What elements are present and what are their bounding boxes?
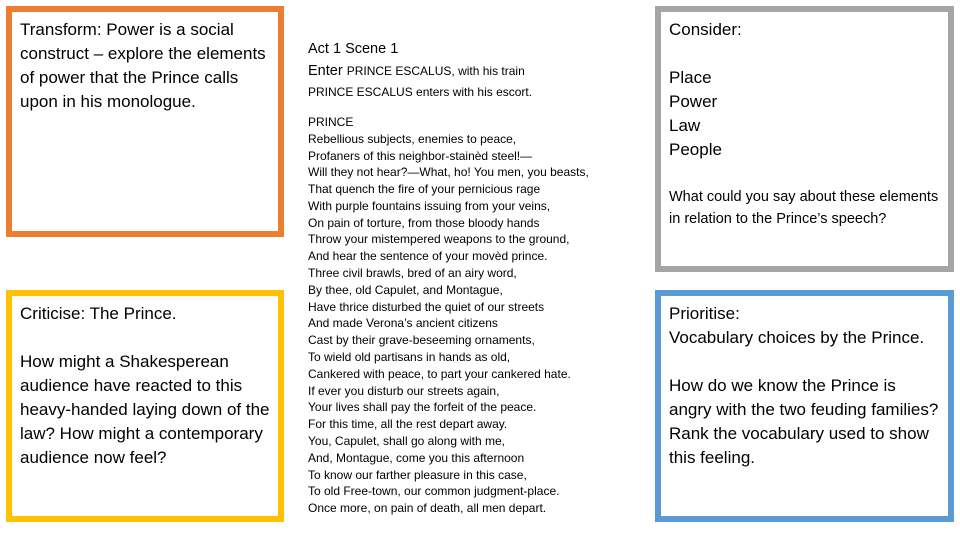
script-line: You, Capulet, shall go along with me, [308, 434, 506, 449]
consider-box [655, 6, 954, 272]
script-line: And made Verona’s ancient citizens [308, 316, 498, 331]
script-line: Have thrice disturbed the quiet of our streets [308, 299, 545, 314]
script-lines [308, 131, 648, 517]
script-line: To wield old partisans in hands as old, [308, 350, 511, 365]
script-line: And hear the sentence of your movèd prince. [308, 249, 548, 264]
script-line: Rebellious subjects, enemies to peace, [308, 131, 517, 146]
transform-text: Transform: Power is a social construct – explore the elements of power that the Prince calls upon in his monologue. [20, 20, 266, 111]
consider-element: People [669, 140, 722, 159]
script-line: Three civil brawls, bred of an airy word, [308, 266, 517, 281]
script-line: That quench the fire of your pernicious rage [308, 182, 541, 197]
consider-elements-list [669, 66, 940, 162]
prioritise-subheading: Vocabulary choices by the Prince. [669, 328, 925, 347]
consider-heading: Consider: [669, 20, 742, 39]
script-line: Your lives shall pay the forfeit of the peace. [308, 400, 537, 415]
script-line: If ever you disturb our streets again, [308, 383, 500, 398]
script-enter-direction [308, 60, 648, 82]
criticise-heading: Criticise: The Prince. [20, 304, 177, 323]
script-line: With purple fountains issuing from your veins, [308, 198, 551, 213]
script-heading: Act 1 Scene 1 [308, 41, 399, 57]
script-line: On pain of torture, from those bloody hands [308, 215, 540, 230]
consider-element: Place [669, 68, 712, 87]
prioritise-question-1: How do we know the Prince is angry with the two feuding families? [669, 376, 939, 419]
script-extract [308, 38, 648, 517]
script-enter-rest: PRINCE ESCALUS, with his train [346, 64, 525, 78]
prioritise-question-2: Rank the vocabulary used to show this feeling. [669, 424, 929, 467]
script-speaker: PRINCE [308, 115, 354, 129]
criticise-questions: How might a Shakesperean audience have reacted to this heavy-handed laying down of the law? How might a contemporary audience now feel? [20, 352, 270, 467]
prioritise-box [655, 290, 954, 522]
script-line: Once more, on pain of death, all men depart. [308, 501, 547, 516]
script-line: Will they not hear?—What, ho! You men, you beasts, [308, 165, 589, 180]
consider-question: What could you say about these elements in relation to the Prince’s speech? [669, 189, 939, 227]
script-line: By thee, old Capulet, and Montague, [308, 282, 503, 297]
prioritise-heading: Prioritise: [669, 304, 740, 323]
consider-element: Power [669, 92, 718, 111]
script-line: To know our farther pleasure in this case, [308, 467, 527, 482]
transform-box [6, 6, 284, 237]
consider-element: Law [669, 116, 701, 135]
script-line: And, Montague, come you this afternoon [308, 450, 525, 465]
script-line: To old Free-town, our common judgment-place. [308, 484, 560, 499]
script-line: Throw your mistempered weapons to the ground, [308, 232, 570, 247]
script-line: For this time, all the rest depart away. [308, 417, 508, 432]
script-line: Cast by their grave-beseeming ornaments, [308, 333, 535, 348]
criticise-box [6, 290, 284, 522]
script-line: Profaners of this neighbor-stainèd steel!— [308, 148, 533, 163]
script-stage-direction: PRINCE ESCALUS enters with his escort. [308, 85, 533, 99]
script-enter-word: Enter [308, 63, 343, 79]
script-line: Cankered with peace, to part your cankered hate. [308, 366, 571, 381]
